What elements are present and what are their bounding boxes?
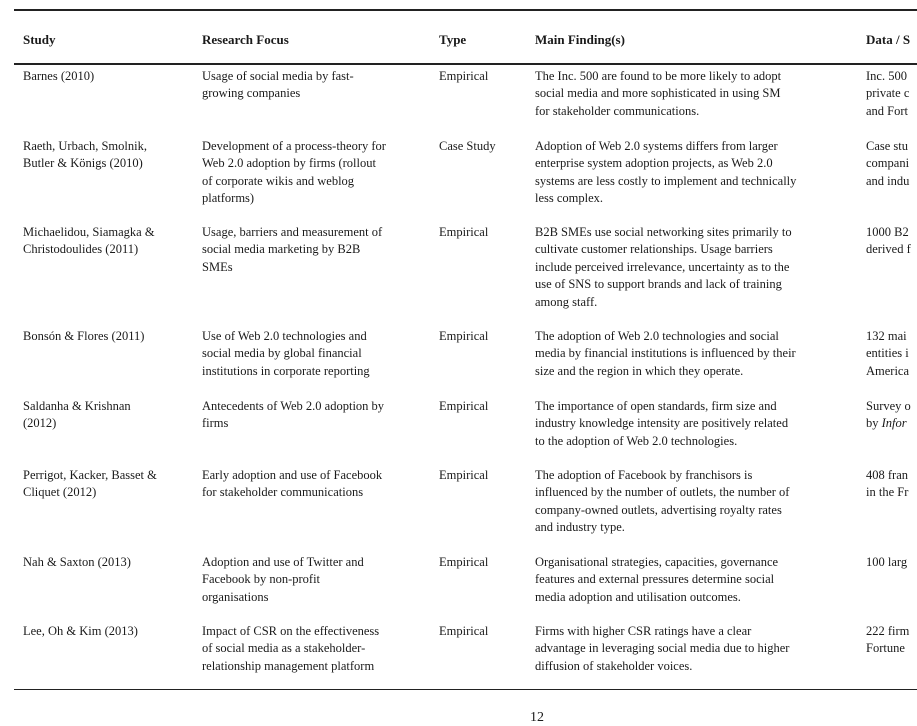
cell-line: Usage, barriers and measurement of <box>202 225 383 239</box>
cell-type <box>439 68 529 85</box>
cell-data <box>866 68 917 120</box>
header-research-focus: Research Focus <box>202 32 289 47</box>
cell-line: less complex. <box>535 191 604 206</box>
cell-line: entities i <box>866 346 909 361</box>
cell-line: derived f <box>866 242 911 257</box>
table-top-rule <box>14 9 917 11</box>
cell-line: Barnes (2010) <box>23 69 95 83</box>
cell-main-finding <box>535 224 853 311</box>
cell-line: Web 2.0 adoption by firms (rollout <box>202 156 376 171</box>
cell-line: among staff. <box>535 294 598 309</box>
cell-type <box>439 138 529 155</box>
cell-data <box>866 623 917 658</box>
cell-line: in the Fr <box>866 485 909 500</box>
cell-study <box>23 398 195 433</box>
cell-line: to the adoption of Web 2.0 technologies. <box>535 433 738 448</box>
cell-line: Bonsón & Flores (2011) <box>23 329 145 343</box>
cell-line: Empirical <box>439 555 489 569</box>
cell-type <box>439 623 529 640</box>
cell-line: Organisational strategies, capacities, governance <box>535 555 779 569</box>
cell-line: Facebook by non-profit <box>202 572 321 587</box>
cell-line: diffusion of stakeholder voices. <box>535 658 693 673</box>
cell-line: Case Study <box>439 139 496 153</box>
cell-type <box>439 224 529 241</box>
cell-line: Fortune <box>866 641 905 656</box>
cell-line: institutions in corporate reporting <box>202 363 370 378</box>
cell-line: 100 larg <box>866 555 908 569</box>
cell-line: social media marketing by B2B <box>202 242 361 257</box>
cell-data <box>866 554 917 571</box>
cell-study <box>23 328 195 345</box>
cell-line: Antecedents of Web 2.0 adoption by <box>202 399 385 413</box>
cell-line: size and the region in which they operate. <box>535 363 744 378</box>
cell-line: 132 mai <box>866 329 907 343</box>
cell-line: systems are less costly to implement and technically <box>535 173 797 188</box>
cell-line: Perrigot, Kacker, Basset & <box>23 468 157 482</box>
cell-line: 1000 B2 <box>866 225 909 239</box>
header-data: Data / S <box>866 32 911 47</box>
cell-data <box>866 398 917 433</box>
cell-line: organisations <box>202 589 269 604</box>
cell-data <box>866 224 917 259</box>
cell-line: (2012) <box>23 416 57 431</box>
cell-line: Empirical <box>439 468 489 482</box>
cell-study <box>23 68 195 85</box>
cell-line: Inc. 500 <box>866 69 907 83</box>
cell-line: firms <box>202 416 229 431</box>
cell-line: influenced by the number of outlets, the number of <box>535 485 790 500</box>
header-rule <box>14 63 917 65</box>
cell-line: compani <box>866 156 910 171</box>
cell-data <box>866 138 917 190</box>
cell-line: of corporate wikis and weblog <box>202 173 355 188</box>
cell-line: Empirical <box>439 399 489 413</box>
cell-main-finding <box>535 623 853 675</box>
cell-line: media adoption and utilisation outcomes. <box>535 589 741 604</box>
cell-line: Survey o <box>866 399 911 413</box>
cell-line: for stakeholder communications <box>202 485 364 500</box>
cell-line: Christodoulides (2011) <box>23 242 139 257</box>
cell-line: features and external pressures determine social <box>535 572 775 587</box>
header-study: Study <box>23 32 56 47</box>
cell-line: social media and more sophisticated in using SM <box>535 86 781 101</box>
cell-line: The importance of open standards, firm size and <box>535 399 777 413</box>
cell-line: platforms) <box>202 191 255 206</box>
cell-line: Case stu <box>866 139 909 153</box>
cell-line: 408 fran <box>866 468 908 482</box>
cell-line: Michaelidou, Siamagka & <box>23 225 155 239</box>
cell-line: Usage of social media by fast- <box>202 69 354 83</box>
cell-line: cultivate customer relationships. Usage barriers <box>535 242 773 257</box>
cell-research-focus <box>202 554 430 606</box>
cell-study <box>23 138 195 173</box>
header-type: Type <box>439 32 467 47</box>
cell-line: and indu <box>866 173 910 188</box>
cell-line: Empirical <box>439 69 489 83</box>
cell-main-finding <box>535 467 853 537</box>
cell-type <box>439 467 529 484</box>
cell-line: Saldanha & Krishnan <box>23 399 131 413</box>
cell-research-focus <box>202 623 430 675</box>
cell-line: Raeth, Urbach, Smolnik, <box>23 139 147 153</box>
cell-line: Firms with higher CSR ratings have a clear <box>535 624 752 638</box>
cell-line: Cliquet (2012) <box>23 485 97 500</box>
cell-line: and industry type. <box>535 520 625 535</box>
cell-line: include perceived irrelevance, uncertainty as to the <box>535 259 790 274</box>
cell-line: Empirical <box>439 624 489 638</box>
cell-line: B2B SMEs use social networking sites primarily to <box>535 225 792 239</box>
table-bottom-rule <box>14 689 917 690</box>
cell-main-finding <box>535 328 853 380</box>
cell-study <box>23 623 195 640</box>
cell-main-finding <box>535 138 853 208</box>
cell-line: use of SNS to support brands and lack of training <box>535 277 782 292</box>
cell-line: 222 firm <box>866 624 910 638</box>
cell-line: growing companies <box>202 86 301 101</box>
cell-line: Impact of CSR on the effectiveness <box>202 624 380 638</box>
cell-line: Butler & Königs (2010) <box>23 156 143 171</box>
cell-line: SMEs <box>202 259 233 274</box>
cell-line: and Fort <box>866 103 909 118</box>
cell-line: Lee, Oh & Kim (2013) <box>23 624 138 638</box>
cell-research-focus <box>202 467 430 502</box>
cell-line: Adoption and use of Twitter and <box>202 555 364 569</box>
cell-line: media by financial institutions is influenced by their <box>535 346 796 361</box>
cell-line: The adoption of Facebook by franchisors is <box>535 468 753 482</box>
cell-type <box>439 554 529 571</box>
header-main-findings: Main Finding(s) <box>535 32 625 47</box>
cell-line: Nah & Saxton (2013) <box>23 555 131 569</box>
cell-line: industry knowledge intensity are positively related <box>535 416 789 431</box>
cell-line: enterprise system adoption projects, as Web 2.0 <box>535 156 773 171</box>
cell-research-focus <box>202 398 430 433</box>
cell-type <box>439 328 529 345</box>
cell-line: by Infor <box>866 416 907 431</box>
cell-data <box>866 328 917 380</box>
cell-line: advantage in leveraging social media due to higher <box>535 641 790 656</box>
cell-line: America <box>866 363 910 378</box>
cell-line: Adoption of Web 2.0 systems differs from larger <box>535 139 778 153</box>
cell-line: The adoption of Web 2.0 technologies and social <box>535 329 779 343</box>
cell-line: relationship management platform <box>202 658 375 673</box>
cell-line: private c <box>866 86 910 101</box>
cell-line: Empirical <box>439 225 489 239</box>
cell-main-finding <box>535 68 853 120</box>
cell-line: social media by global financial <box>202 346 362 361</box>
cell-type <box>439 398 529 415</box>
page-number: 12 <box>530 710 544 725</box>
cell-line: Development of a process-theory for <box>202 139 386 153</box>
cell-line: company-owned outlets, advertising royalty rates <box>535 502 782 517</box>
cell-research-focus <box>202 224 430 276</box>
cell-research-focus <box>202 68 430 103</box>
cell-line: Early adoption and use of Facebook <box>202 468 383 482</box>
cell-main-finding <box>535 398 853 450</box>
cell-data <box>866 467 917 502</box>
cell-line: for stakeholder communications. <box>535 103 700 118</box>
cell-research-focus <box>202 328 430 380</box>
cell-line: Empirical <box>439 329 489 343</box>
cell-study <box>23 467 195 502</box>
cell-study <box>23 224 195 259</box>
cell-study <box>23 554 195 571</box>
cell-line: Use of Web 2.0 technologies and <box>202 329 367 343</box>
cell-main-finding <box>535 554 853 606</box>
cell-research-focus <box>202 138 430 208</box>
cell-line: The Inc. 500 are found to be more likely to adopt <box>535 69 782 83</box>
cell-line: of social media as a stakeholder- <box>202 641 366 656</box>
